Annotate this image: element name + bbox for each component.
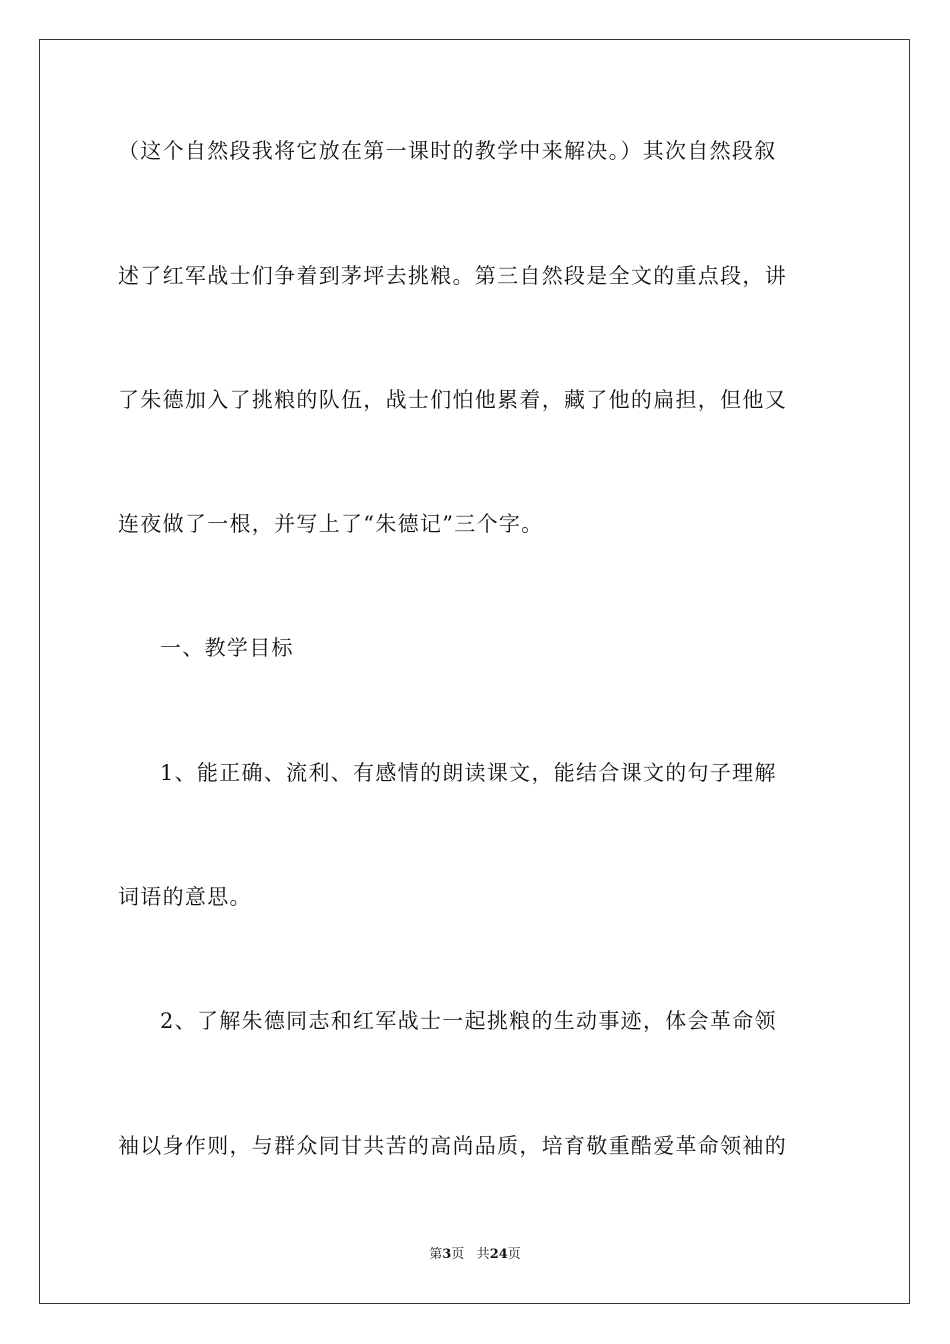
body-text-line: 袖以身作则，与群众同甘共苦的高尚品质，培育敬重酷爱革命领袖的	[118, 1134, 787, 1158]
body-text-line: 连夜做了一根，并写上了“朱德记”三个字。	[118, 512, 544, 536]
total-prefix: 共	[476, 1247, 490, 1262]
section-heading: 一、教学目标	[160, 636, 294, 660]
page-footer	[0, 1246, 950, 1264]
page-prefix: 第	[429, 1247, 443, 1262]
body-text-line: 词语的意思。	[118, 885, 252, 909]
page-suffix: 页	[451, 1247, 465, 1262]
total-suffix: 页	[507, 1247, 521, 1262]
current-page-number: 3	[442, 1247, 452, 1262]
body-text-line: 述了红军战士们争着到茅坪去挑粮。第三自然段是全文的重点段，讲	[118, 264, 787, 288]
body-text-line: （这个自然段我将它放在第一课时的教学中来解决。）其次自然段叙	[118, 139, 777, 163]
body-text-line: 2、了解朱德同志和红军战士一起挑粮的生动事迹，体会革命领	[160, 1009, 777, 1033]
body-text-line: 了朱德加入了挑粮的队伍，战士们怕他累着，藏了他的扁担，但他又	[118, 388, 787, 412]
body-text-line: 1、能正确、流利、有感情的朗读课文，能结合课文的句子理解	[160, 761, 777, 785]
page-border	[39, 39, 910, 1304]
total-pages-number: 24	[489, 1247, 508, 1262]
